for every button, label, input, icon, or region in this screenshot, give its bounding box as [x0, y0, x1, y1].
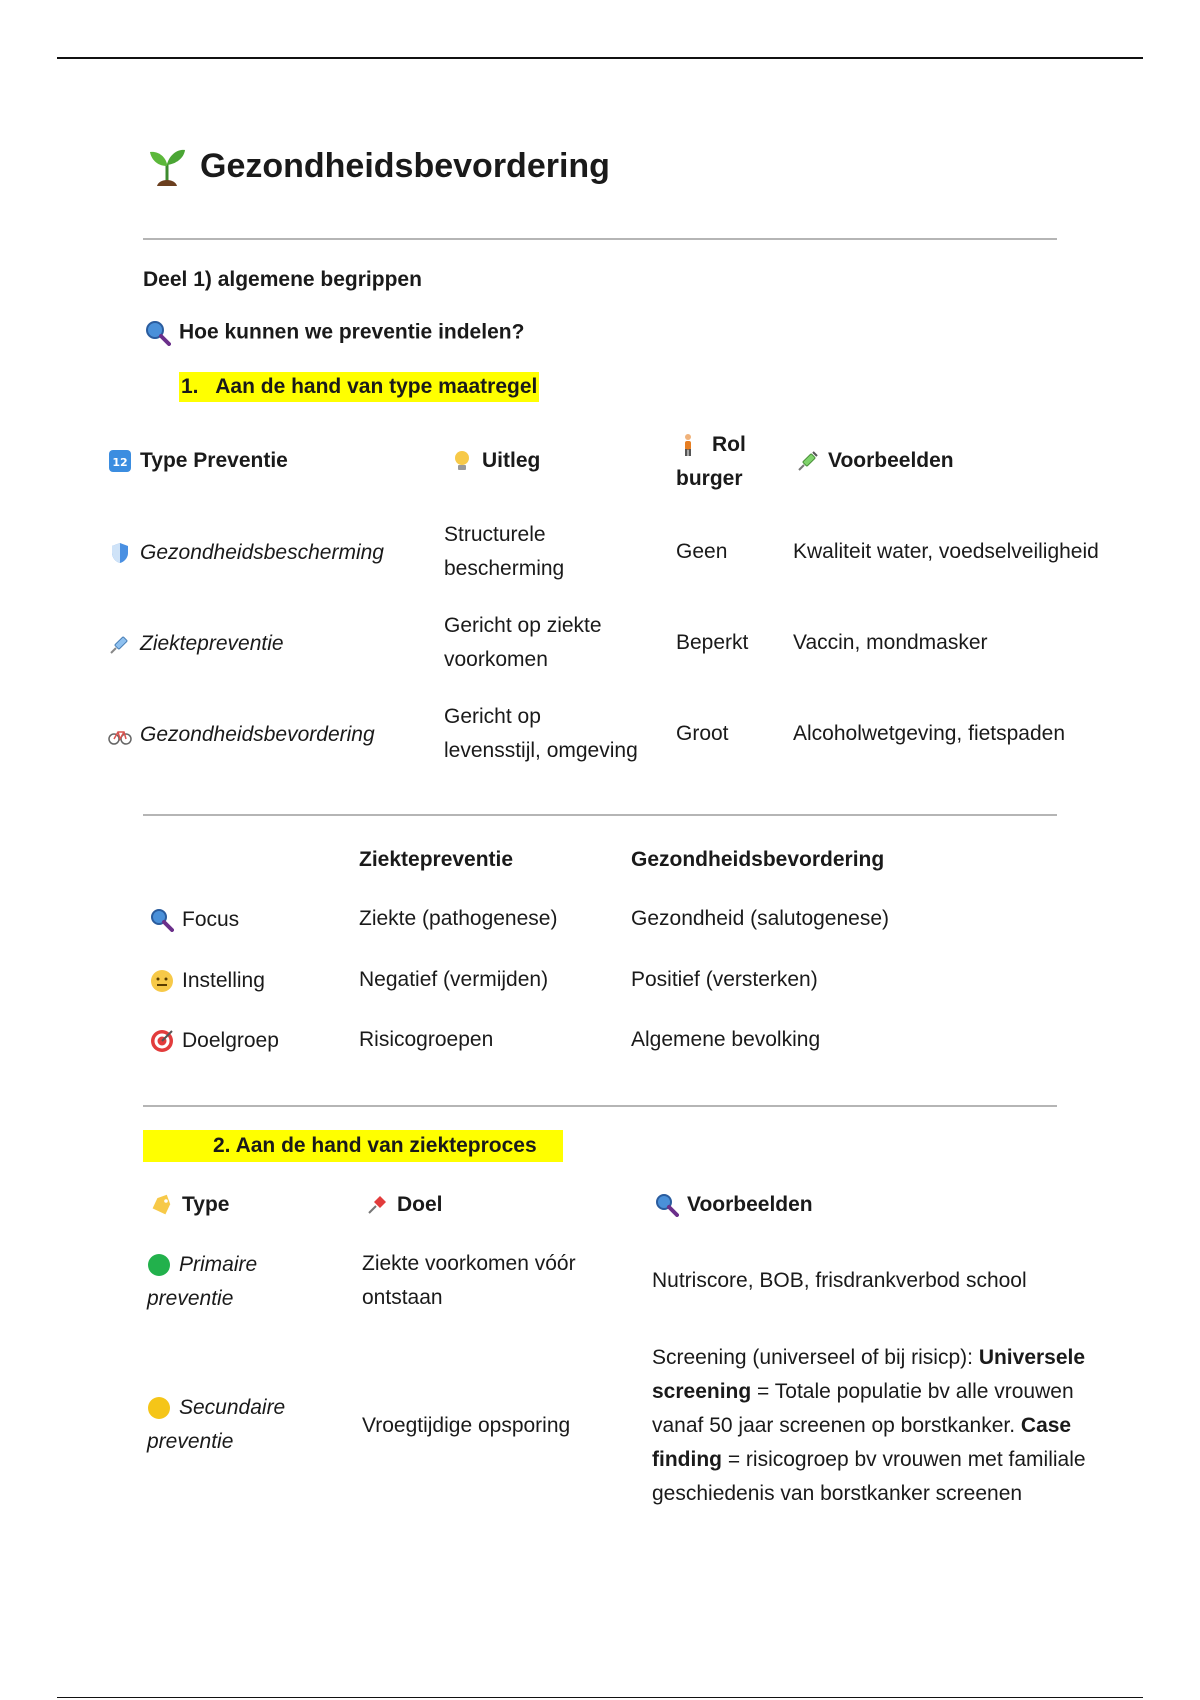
table1-header-voorbeelden: Voorbeelden — [796, 444, 954, 478]
table3-row1-type: Primaire preventie — [147, 1253, 258, 1310]
subsection-2-heading: 2. Aan de hand van ziekteproces — [143, 1130, 563, 1162]
table3-row2-doel: Vroegtijdige opsporing — [362, 1414, 571, 1437]
divider-1 — [143, 238, 1057, 240]
table1-row2-rol: Beperkt — [676, 631, 749, 654]
table2-header-col1: Ziektepreventie — [359, 848, 514, 871]
table1-header-rol: Rol burger — [676, 433, 746, 490]
table3-row1-voorbeelden: Nutriscore, BOB, frisdrankverbod school — [652, 1269, 1027, 1292]
bottom-page-rule — [57, 1697, 1143, 1698]
syringe-icon — [108, 632, 132, 656]
numbers-icon — [108, 449, 132, 473]
target-icon — [150, 1029, 174, 1053]
question-heading — [145, 320, 524, 346]
face-icon — [150, 969, 174, 993]
person-icon — [676, 433, 700, 457]
table2-row3-col2: Algemene bevolking — [631, 1028, 821, 1051]
green-circle-icon — [147, 1253, 171, 1277]
table3-row2-voorbeelden: Screening (universeel of bij risicp): Universele screening = Totale populatie bv alle vrouwen vanaf 50 jaar screenen op borstkanker. Case finding = risicogroep bv vrouwen met familiale geschiedenis van borstkanker screenen — [652, 1346, 1086, 1505]
table1-row2-type: Ziektepreventie — [108, 627, 284, 661]
bulb-icon — [450, 449, 474, 473]
table1-row1-type: Gezondheidsbescherming — [108, 536, 384, 570]
table1-row3-uitleg: Gericht op levensstijl, omgeving — [444, 705, 638, 762]
shield-icon — [108, 541, 132, 565]
table2-row1-label: Focus — [150, 903, 239, 937]
bicycle-icon — [108, 723, 132, 747]
table1-row1-rol: Geen — [676, 540, 728, 563]
table3-header-voorbeelden: Voorbeelden — [655, 1188, 813, 1222]
tag-icon — [150, 1193, 174, 1217]
pin-icon — [365, 1193, 389, 1217]
table1-row1-voorbeelden: Kwaliteit water, voedselveiligheid — [793, 540, 1099, 563]
table1-row3-type: Gezondheidsbevordering — [108, 718, 375, 752]
magnifier-icon — [145, 320, 171, 346]
magnifier-icon — [655, 1193, 679, 1217]
magnifier-icon — [150, 908, 174, 932]
section-heading: Deel 1) algemene begrippen — [143, 268, 422, 291]
table2-header-col2: Gezondheidsbevordering — [631, 848, 885, 871]
table3-header-doel: Doel — [365, 1188, 443, 1222]
table2-row1-col2: Gezondheid (salutogenese) — [631, 907, 890, 930]
table1-row2-voorbeelden: Vaccin, mondmasker — [793, 631, 988, 654]
page-title-text: Gezondheidsbevordering — [200, 146, 610, 185]
table1-row3-rol: Groot — [676, 722, 729, 745]
subsection-1-heading: 1. Aan de hand van type maatregel — [179, 372, 539, 402]
yellow-circle-icon — [147, 1396, 171, 1420]
page-title — [148, 146, 610, 186]
table3-row2-type: Secundaire preventie — [147, 1396, 286, 1453]
table2-row2-col2: Positief (versterken) — [631, 968, 818, 991]
seedling-icon — [148, 146, 186, 186]
svg-text:12: 12 — [112, 456, 128, 470]
table2-row2-label: Instelling — [150, 964, 265, 998]
table2-row2-col1: Negatief (vermijden) — [359, 968, 549, 991]
table2-row1-col1: Ziekte (pathogenese) — [359, 907, 558, 930]
table1-row1-uitleg: Structurele bescherming — [444, 523, 565, 580]
table1-row2-uitleg: Gericht op ziekte voorkomen — [444, 614, 602, 671]
divider-2 — [143, 814, 1057, 816]
table1-header-uitleg: Uitleg — [450, 444, 540, 478]
table3-header-type: Type — [150, 1188, 229, 1222]
table2-row3-col1: Risicogroepen — [359, 1028, 494, 1051]
divider-3 — [143, 1105, 1057, 1107]
table1-row3-voorbeelden: Alcoholwetgeving, fietspaden — [793, 722, 1066, 745]
syringe-icon — [796, 449, 820, 473]
top-page-rule — [57, 57, 1143, 59]
table2-row3-label: Doelgroep — [150, 1024, 279, 1058]
table3-row1-doel: Ziekte voorkomen vóór ontstaan — [362, 1252, 576, 1309]
question-text: Hoe kunnen we preventie indelen? — [179, 320, 525, 344]
table1-header-type: 12 Type Preventie — [108, 444, 288, 478]
